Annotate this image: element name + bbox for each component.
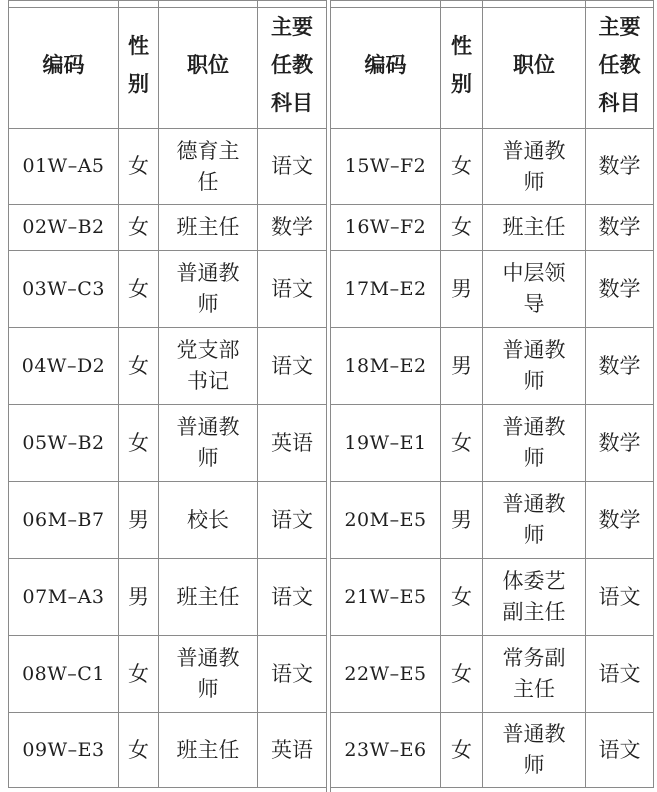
teacher-code-cell: 07M–A3 [9, 559, 119, 636]
table-row [331, 482, 654, 559]
position-cell: 班主任 [483, 205, 586, 251]
table-row [331, 405, 654, 482]
subject-cell: 语文 [258, 251, 327, 328]
table-row [331, 205, 654, 251]
teacher-code-cell: 21W–E5 [331, 559, 441, 636]
subject-cell: 数学 [586, 328, 654, 405]
right-table-body [331, 129, 654, 788]
teacher-code-cell: 01W–A5 [9, 129, 119, 205]
subject-cell: 数学 [586, 251, 654, 328]
subject-cell: 数学 [258, 205, 327, 251]
table-row [9, 251, 327, 328]
gender-cell: 女 [441, 129, 483, 205]
subject-cell: 语文 [258, 636, 327, 713]
position-cell: 普通教师 [483, 482, 586, 559]
header-subject [258, 1, 327, 129]
table-row [9, 559, 327, 636]
position-cell: 班主任 [159, 713, 258, 788]
table-row [331, 328, 654, 405]
gender-cell: 女 [119, 636, 159, 713]
teacher-code-cell: 06M–B7 [9, 482, 119, 559]
teacher-code-cell: 02W–B2 [9, 205, 119, 251]
table-row [331, 129, 654, 205]
teacher-code-cell: 22W–E5 [331, 636, 441, 713]
header-gender [119, 1, 159, 129]
header-gender-text: 性别 [451, 33, 472, 96]
position-cell: 普通教师 [483, 405, 586, 482]
subject-cell: 英语 [258, 405, 327, 482]
divider-line-right [330, 0, 331, 792]
table-row [331, 559, 654, 636]
position-cell: 中层领导 [483, 251, 586, 328]
position-cell: 普通教师 [483, 713, 586, 788]
header-row [331, 1, 654, 129]
divider-line-left [326, 0, 327, 792]
gender-cell: 男 [441, 328, 483, 405]
header-code: 编码 [9, 1, 119, 129]
teacher-code-cell: 15W–F2 [331, 129, 441, 205]
table-row [331, 636, 654, 713]
gender-cell: 女 [441, 205, 483, 251]
table-row [9, 129, 327, 205]
position-cell: 体委艺副主任 [483, 559, 586, 636]
table-row [331, 251, 654, 328]
position-cell: 校长 [159, 482, 258, 559]
subject-cell: 数学 [586, 129, 654, 205]
teacher-code-cell: 04W–D2 [9, 328, 119, 405]
table-row [9, 713, 327, 788]
gender-cell: 男 [119, 559, 159, 636]
position-cell: 班主任 [159, 205, 258, 251]
subject-cell: 语文 [586, 713, 654, 788]
subject-cell: 语文 [258, 328, 327, 405]
subject-cell: 语文 [258, 559, 327, 636]
position-cell: 普通教师 [483, 129, 586, 205]
teacher-code-cell: 17M–E2 [331, 251, 441, 328]
gender-cell: 女 [441, 405, 483, 482]
position-cell: 常务副主任 [483, 636, 586, 713]
teacher-code-cell: 23W–E6 [331, 713, 441, 788]
subject-cell: 英语 [258, 713, 327, 788]
header-gender-text: 性别 [128, 33, 149, 96]
table-row [9, 328, 327, 405]
header-gender [441, 1, 483, 129]
subject-cell: 语文 [258, 482, 327, 559]
subject-cell: 语文 [586, 559, 654, 636]
teacher-table-right [330, 0, 654, 788]
header-code: 编码 [331, 1, 441, 129]
position-cell: 党支部书记 [159, 328, 258, 405]
gender-cell: 女 [119, 205, 159, 251]
gender-cell: 女 [441, 636, 483, 713]
gender-cell: 女 [119, 129, 159, 205]
gender-cell: 男 [441, 482, 483, 559]
gender-cell: 女 [119, 713, 159, 788]
subject-cell: 数学 [586, 405, 654, 482]
gender-cell: 男 [441, 251, 483, 328]
gender-cell: 女 [119, 328, 159, 405]
header-position: 职位 [159, 1, 258, 129]
teacher-table-left [8, 0, 327, 788]
gender-cell: 男 [119, 482, 159, 559]
subject-cell: 语文 [258, 129, 327, 205]
teacher-code-cell: 19W–E1 [331, 405, 441, 482]
table-row [9, 405, 327, 482]
teacher-code-cell: 03W–C3 [9, 251, 119, 328]
teacher-code-cell: 08W–C1 [9, 636, 119, 713]
teacher-code-cell: 20M–E5 [331, 482, 441, 559]
header-subject-text: 主要任教科目 [271, 14, 313, 115]
header-subject-text: 主要任教科目 [598, 14, 641, 115]
subject-cell: 数学 [586, 205, 654, 251]
position-cell: 普通教师 [159, 251, 258, 328]
gender-cell: 女 [441, 713, 483, 788]
header-position: 职位 [483, 1, 586, 129]
left-table-body [9, 129, 327, 788]
table-row [9, 205, 327, 251]
table-row [331, 713, 654, 788]
position-cell: 德育主任 [159, 129, 258, 205]
position-cell: 普通教师 [483, 328, 586, 405]
position-cell: 班主任 [159, 559, 258, 636]
subject-cell: 语文 [586, 636, 654, 713]
subject-cell: 数学 [586, 482, 654, 559]
header-row [9, 1, 327, 129]
header-subject [586, 1, 654, 129]
teacher-code-cell: 05W–B2 [9, 405, 119, 482]
gender-cell: 女 [119, 405, 159, 482]
teacher-code-cell: 09W–E3 [9, 713, 119, 788]
position-cell: 普通教师 [159, 636, 258, 713]
gender-cell: 女 [119, 251, 159, 328]
teacher-code-cell: 18M–E2 [331, 328, 441, 405]
position-cell: 普通教师 [159, 405, 258, 482]
table-row [9, 482, 327, 559]
gender-cell: 女 [441, 559, 483, 636]
table-row [9, 636, 327, 713]
teacher-code-cell: 16W–F2 [331, 205, 441, 251]
